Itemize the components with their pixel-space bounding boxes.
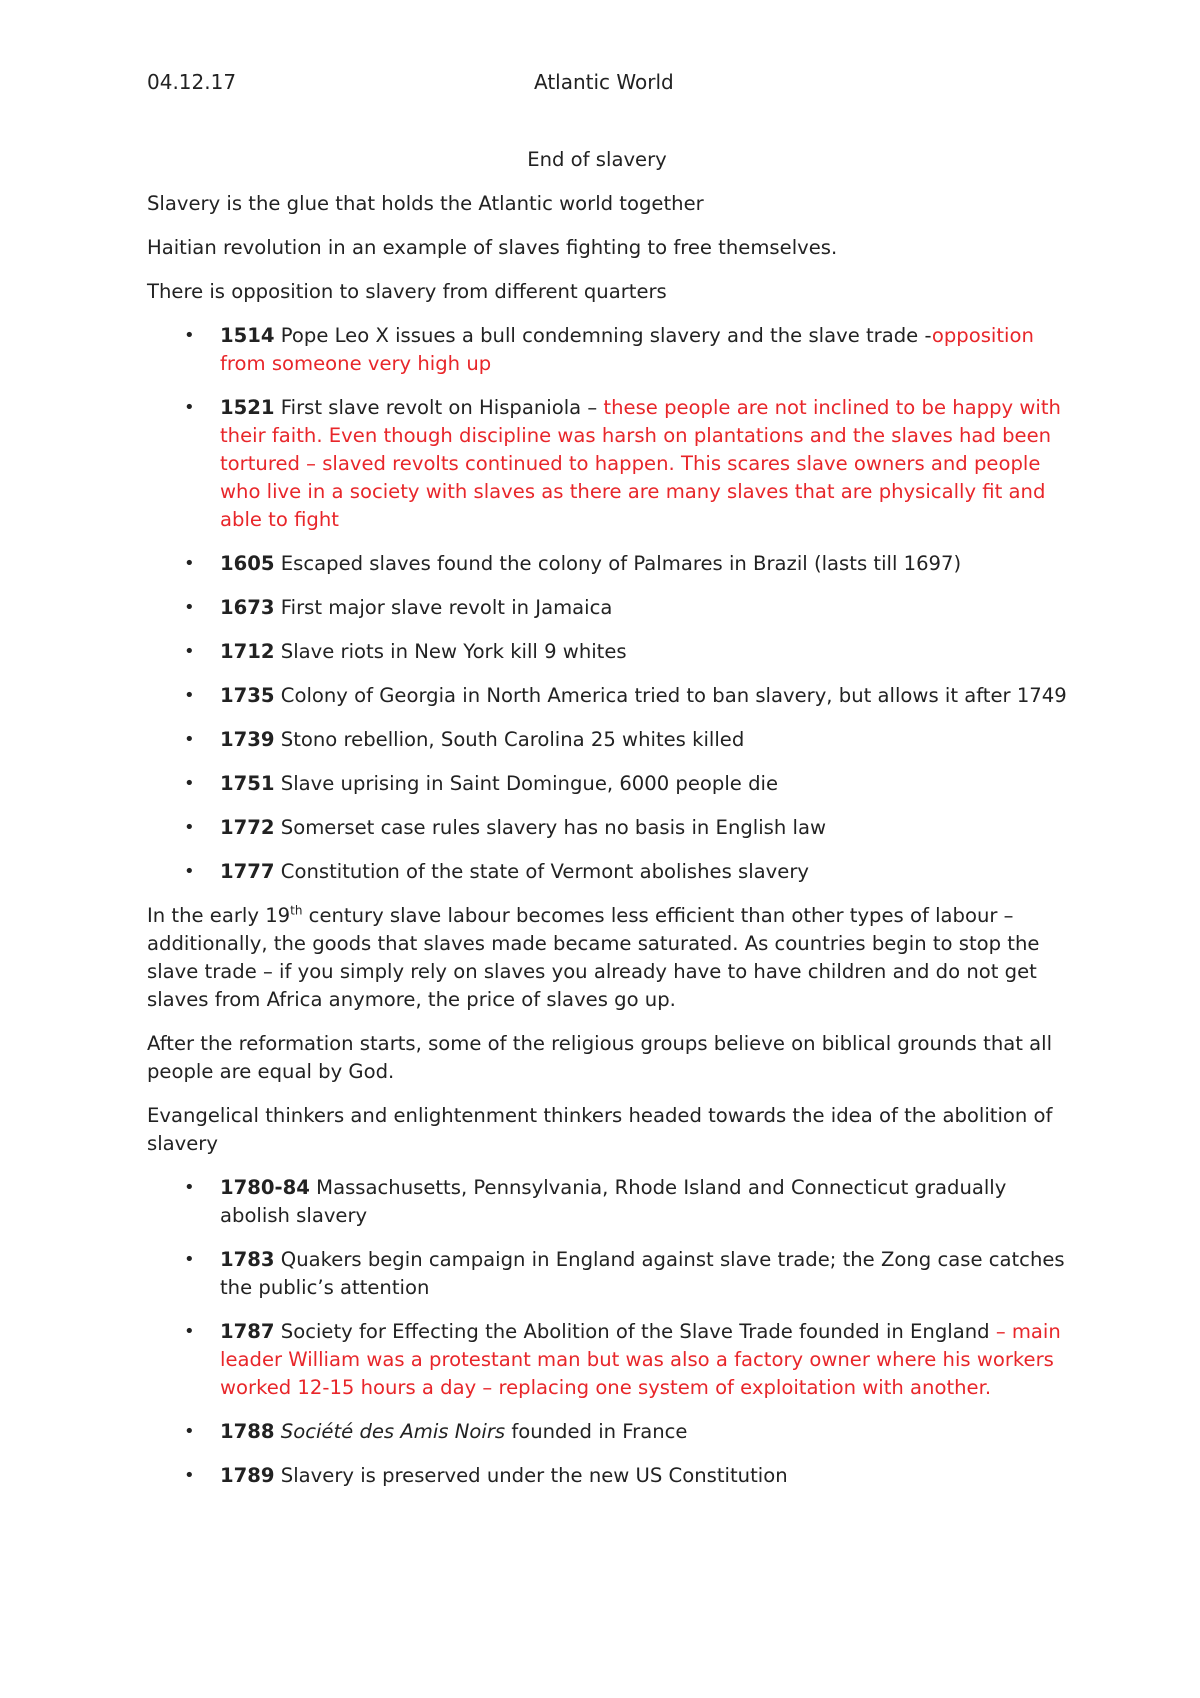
timeline-item	[147, 638, 1067, 666]
timeline-text: Society for Effecting the Abolition of the Slave Trade founded in England	[274, 1320, 996, 1343]
timeline-text: founded in France	[505, 1420, 688, 1443]
timeline-year: 1514	[220, 324, 275, 347]
bullet-icon: •	[184, 817, 195, 838]
timeline-item	[147, 1246, 1067, 1302]
timeline-year: 1712	[220, 640, 275, 663]
timeline-year: 1788	[220, 1420, 275, 1443]
timeline-year: 1521	[220, 396, 275, 419]
intro-paragraph: There is opposition to slavery from different quarters	[147, 280, 667, 303]
timeline-text: Escaped slaves found the colony of Palmares in Brazil (lasts till 1697)	[274, 552, 962, 575]
intro-paragraph: Slavery is the glue that holds the Atlantic world together	[147, 192, 704, 215]
timeline-item	[147, 1318, 1067, 1402]
timeline-year: 1772	[220, 816, 275, 839]
timeline-italic-name: Société des Amis Noirs	[280, 1420, 506, 1443]
bullet-icon: •	[184, 597, 195, 618]
timeline-item	[147, 726, 1067, 754]
timeline-annotation: opposition from someone very high up	[220, 324, 1034, 375]
timeline-year: 1777	[220, 860, 275, 883]
timeline-text: First slave revolt on Hispaniola –	[274, 396, 604, 419]
timeline-year: 1673	[220, 596, 275, 619]
para-text: In the early 19	[147, 904, 291, 927]
timeline-item	[147, 1462, 1067, 1490]
page-title: End of slavery	[527, 148, 667, 171]
timeline-year: 1789	[220, 1464, 275, 1487]
bullet-icon: •	[184, 641, 195, 662]
bullet-icon: •	[184, 729, 195, 750]
paragraph-reformation: After the reformation starts, some of the religious groups believe on biblical grounds that all people are equal by God.	[147, 1032, 1053, 1083]
superscript: th	[290, 903, 303, 918]
timeline-text: Slave uprising in Saint Domingue, 6000 people die	[274, 772, 779, 795]
bullet-icon: •	[184, 773, 195, 794]
timeline-year: 1783	[220, 1248, 275, 1271]
para-text: century slave labour becomes less efficient than other types of labour – additionally, the goods that slaves made became saturated. As countries begin to stop the slave trade – if you simply rely on slaves you already have to have children and do not get slaves from Africa anymore, the price of slaves go up.	[147, 904, 1040, 1011]
timeline-item	[147, 770, 1067, 798]
document-body	[147, 146, 1067, 1506]
bullet-icon: •	[184, 1321, 195, 1342]
timeline-text: Slavery is preserved under the new US Constitution	[274, 1464, 788, 1487]
timeline-annotation: – main leader William was a protestant man but was also a factory owner where his workers worked 12-15 hours a day – replacing one system of exploitation with another.	[220, 1320, 1061, 1399]
timeline-item	[147, 550, 1067, 578]
paragraph-evangelical: Evangelical thinkers and enlightenment thinkers headed towards the idea of the abolition of slavery	[147, 1104, 1053, 1155]
paragraph-19th-century	[147, 902, 1067, 1014]
bullet-icon: •	[184, 1465, 195, 1486]
timeline-item	[147, 814, 1067, 842]
timeline-text: Stono rebellion, South Carolina 25 whites killed	[274, 728, 745, 751]
bullet-icon: •	[184, 1249, 195, 1270]
timeline-item	[147, 394, 1067, 534]
timeline-item	[147, 682, 1067, 710]
bullet-icon: •	[184, 685, 195, 706]
timeline-text: Pope Leo X issues a bull condemning slavery and the slave trade -	[274, 324, 932, 347]
timeline-item	[147, 1418, 1067, 1446]
timeline-year: 1735	[220, 684, 275, 707]
header-course: Atlantic World	[534, 70, 674, 94]
header-date: 04.12.17	[147, 70, 237, 94]
timeline-text: First major slave revolt in Jamaica	[274, 596, 613, 619]
bullet-icon: •	[184, 1421, 195, 1442]
timeline-year: 1751	[220, 772, 275, 795]
bullet-icon: •	[184, 1177, 195, 1198]
bullet-icon: •	[184, 861, 195, 882]
timeline-list-2	[147, 1174, 1067, 1490]
timeline-item	[147, 858, 1067, 886]
timeline-item	[147, 1174, 1067, 1230]
timeline-year: 1739	[220, 728, 275, 751]
timeline-text: Colony of Georgia in North America tried to ban slavery, but allows it after 1749	[274, 684, 1067, 707]
timeline-text: Slave riots in New York kill 9 whites	[274, 640, 627, 663]
timeline-item	[147, 594, 1067, 622]
timeline-text: Massachusetts, Pennsylvania, Rhode Island and Connecticut gradually abolish slavery	[220, 1176, 1007, 1227]
timeline-annotation: these people are not inclined to be happy with their faith. Even though discipline was harsh on plantations and the slaves had been tortured – slaved revolts continued to happen. This scares slave owners and people who live in a society with slaves as there are many slaves that are physically fit and able to fight	[220, 396, 1061, 531]
timeline-list-1	[147, 322, 1067, 886]
timeline-text: Somerset case rules slavery has no basis in English law	[274, 816, 827, 839]
timeline-item	[147, 322, 1067, 378]
bullet-icon: •	[184, 553, 195, 574]
intro-paragraph: Haitian revolution in an example of slaves fighting to free themselves.	[147, 236, 838, 259]
bullet-icon: •	[184, 397, 195, 418]
timeline-year: 1787	[220, 1320, 275, 1343]
timeline-text: Constitution of the state of Vermont abolishes slavery	[274, 860, 809, 883]
timeline-year: 1780-84	[220, 1176, 310, 1199]
timeline-text: Quakers begin campaign in England against slave trade; the Zong case catches the public’s attention	[220, 1248, 1065, 1299]
timeline-year: 1605	[220, 552, 275, 575]
bullet-icon: •	[184, 325, 195, 346]
